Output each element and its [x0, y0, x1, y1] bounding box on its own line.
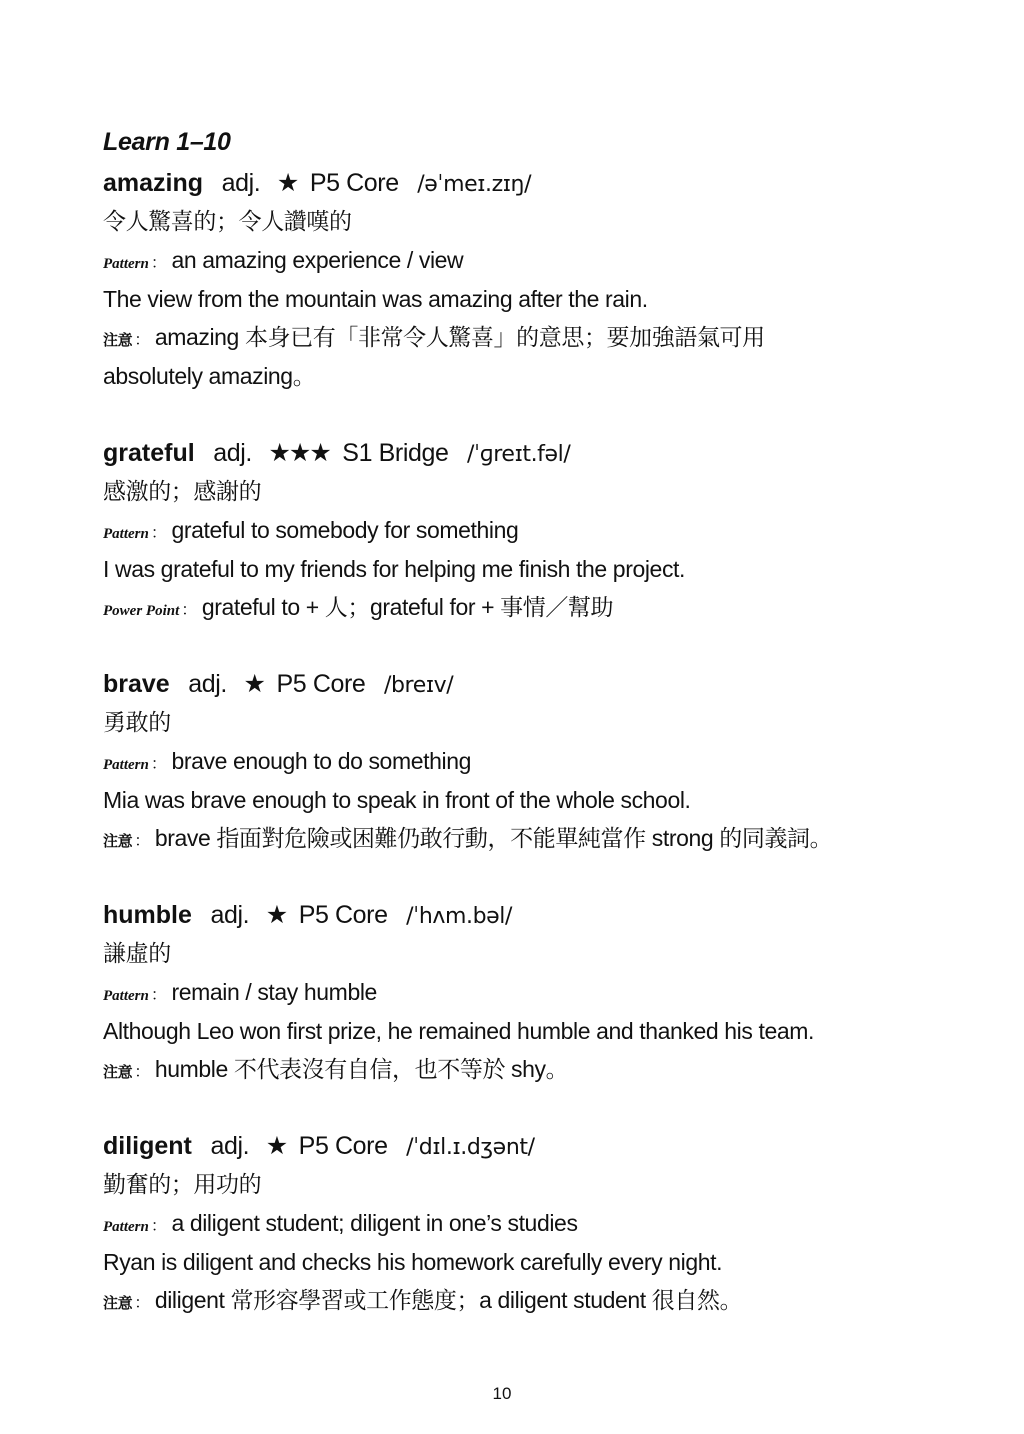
section-title: Learn 1–10: [103, 128, 231, 156]
note-label: 注意: [103, 1063, 133, 1081]
pronunciation: /ˈdɪl.ɪ.dʒənt/: [406, 1135, 535, 1160]
pattern-text: grateful to somebody for something: [171, 517, 519, 543]
note-line: [103, 1281, 983, 1320]
note-line: [103, 819, 983, 858]
pattern-text: an amazing experience / view: [171, 247, 464, 273]
note-text: amazing 本身已有「非常令人驚喜」的意思；要加強語氣可用: [154, 324, 765, 350]
note-line: [103, 318, 983, 357]
label-colon: ：: [134, 1293, 150, 1312]
label-colon: ：: [134, 831, 150, 850]
label-colon: ：: [150, 1216, 167, 1235]
pattern-label: Pattern: [103, 1219, 149, 1235]
vocab-entry-grateful: [103, 434, 983, 627]
example-sentence: Ryan is diligent and checks his homework carefully every night.: [103, 1248, 723, 1275]
part-of-speech: adj.: [221, 169, 261, 197]
pattern-text: brave enough to do something: [171, 748, 471, 774]
pattern-line: [103, 241, 983, 280]
part-of-speech: adj.: [210, 1132, 250, 1160]
entry-headline: [103, 1127, 983, 1166]
vocab-entry-amazing: [103, 164, 983, 395]
meaning: 感激的；感謝的: [103, 478, 262, 505]
example-sentence: Mia was brave enough to speak in front of the whole school.: [103, 786, 691, 813]
pronunciation: /breɪv/: [383, 673, 454, 698]
level-label: P5 Core: [309, 169, 399, 197]
vocab-entry-brave: [103, 665, 983, 858]
note-text: brave 指面對危險或困難仍敢行動，不能單純當作 strong 的同義詞。: [154, 825, 833, 851]
pattern-label: Pattern: [103, 256, 149, 272]
label-colon: ：: [150, 253, 167, 272]
entry-headline: [103, 164, 983, 203]
level-label: S1 Bridge: [342, 439, 449, 467]
level-label: P5 Core: [298, 901, 388, 929]
headword: grateful: [103, 439, 195, 467]
headword: brave: [103, 670, 170, 698]
label-colon: ：: [150, 985, 167, 1004]
vocab-entry-diligent: [103, 1127, 983, 1320]
note-continuation: absolutely amazing。: [103, 362, 316, 389]
note-text: humble 不代表沒有自信，也不等於 shy。: [154, 1056, 569, 1082]
label-colon: ：: [134, 1062, 150, 1081]
pattern-line: [103, 511, 983, 550]
pattern-label: Pattern: [103, 526, 149, 542]
part-of-speech: adj.: [213, 439, 252, 467]
star-rating-icon: ★: [265, 901, 287, 929]
pattern-label: Pattern: [103, 757, 149, 773]
part-of-speech: adj.: [188, 670, 227, 698]
note-label: 注意: [103, 1294, 133, 1312]
pattern-line: [103, 973, 983, 1012]
label-colon: ：: [150, 523, 167, 542]
level-label: P5 Core: [298, 1132, 388, 1160]
headword: amazing: [103, 169, 204, 197]
star-rating-icon: ★: [276, 169, 298, 197]
pattern-text: a diligent student; diligent in one’s studies: [171, 1210, 578, 1236]
meaning: 令人驚喜的；令人讚嘆的: [103, 208, 352, 235]
star-rating-icon: ★: [265, 1132, 287, 1160]
power-point-text: grateful to + 人；grateful for + 事情／幫助: [201, 594, 614, 620]
pronunciation: /ˈɡreɪt.fəl/: [467, 442, 571, 467]
meaning: 勇敢的: [103, 709, 171, 736]
vocab-entry-humble: [103, 896, 983, 1089]
example-sentence: I was grateful to my friends for helping me finish the project.: [103, 555, 686, 582]
headword: humble: [103, 901, 192, 929]
label-colon: ：: [181, 600, 197, 619]
star-rating-icon: ★★★: [268, 439, 330, 467]
meaning: 謙虛的: [103, 940, 171, 967]
page-number: 10: [492, 1384, 512, 1403]
meaning: 勤奮的；用功的: [103, 1171, 262, 1198]
level-label: P5 Core: [276, 670, 366, 698]
entry-headline: [103, 665, 983, 704]
note-label: 注意: [103, 331, 133, 349]
pronunciation: /əˈmeɪ.zɪŋ/: [417, 172, 532, 197]
entry-headline: [103, 896, 983, 935]
pattern-text: remain / stay humble: [171, 979, 377, 1005]
label-colon: ：: [134, 330, 150, 349]
example-sentence: Although Leo won first prize, he remained humble and thanked his team.: [103, 1017, 814, 1044]
power-point-label: Power Point: [103, 603, 180, 619]
note-label: 注意: [103, 832, 133, 850]
star-rating-icon: ★: [243, 670, 264, 698]
headword: diligent: [103, 1132, 192, 1160]
note-text: diligent 常形容學習或工作態度；a diligent student 很自然。: [154, 1287, 743, 1313]
example-sentence: The view from the mountain was amazing after the rain.: [103, 285, 648, 312]
entry-headline: [103, 434, 983, 473]
pattern-line: [103, 742, 983, 781]
pattern-line: [103, 1204, 983, 1243]
label-colon: ：: [150, 754, 167, 773]
power-point-line: [103, 588, 983, 627]
pronunciation: /ˈhʌm.bəl/: [406, 904, 513, 929]
pattern-label: Pattern: [103, 988, 149, 1004]
note-line: [103, 1050, 983, 1089]
part-of-speech: adj.: [210, 901, 250, 929]
